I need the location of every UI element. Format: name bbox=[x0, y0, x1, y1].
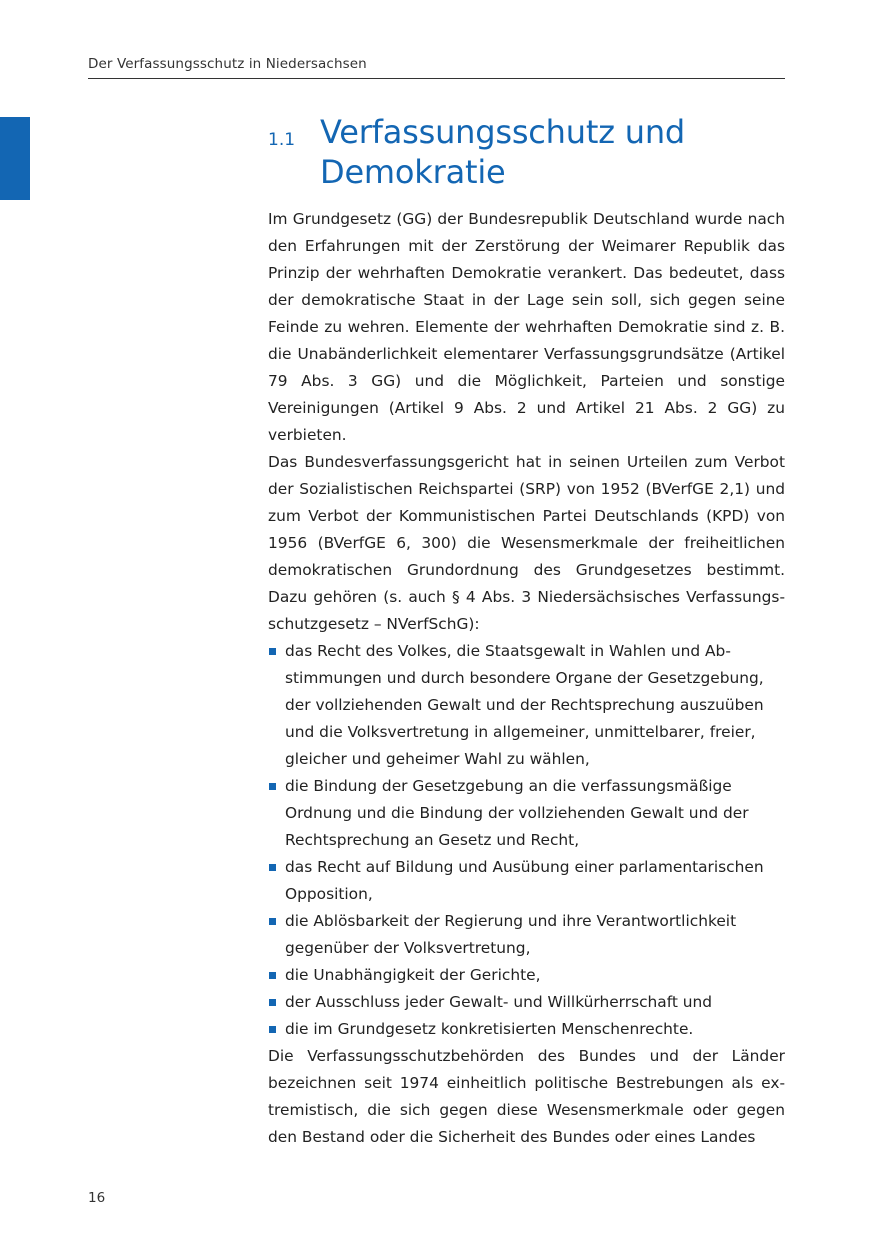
chapter-side-tab bbox=[0, 117, 30, 200]
page-number: 16 bbox=[88, 1190, 106, 1206]
list-item-text: die Unabhängigkeit der Gerichte, bbox=[285, 966, 541, 984]
list-item bbox=[268, 1016, 785, 1043]
square-bullet-icon bbox=[269, 783, 276, 790]
list-item bbox=[268, 962, 785, 989]
list-item-text: das Recht auf Bildung und Ausübung einer parlamentarischen Opposition, bbox=[285, 858, 764, 903]
paragraph-1: Im Grundgesetz (GG) der Bundesrepublik Deutschland wurde nach den Erfahrungen mit der Zerstörung der Weimarer Republik das Prinzip der wehrhaften Demokratie verankert. Das bedeutet, dass der demokratische Staat in der Lage sein soll, sich gegen seine Feinde zu wehren. Elemente der wehrhaften Demokratie sind z. B. die Unabänderlichkeit elementarer Verfassungsgrundsätze (Artikel 79 Abs. 3 GG) und die Möglichkeit, Parteien und sonstige Vereinigungen (Artikel 9 Abs. 2 und Artikel 21 Abs. 2 GG) zu verbieten. bbox=[268, 210, 785, 444]
square-bullet-icon bbox=[269, 864, 276, 871]
list-item bbox=[268, 638, 785, 773]
square-bullet-icon bbox=[269, 972, 276, 979]
header-rule bbox=[88, 78, 785, 79]
list-item bbox=[268, 773, 785, 854]
list-item bbox=[268, 908, 785, 962]
section-title: Verfassungsschutz und Demokratie bbox=[320, 113, 686, 191]
list-item-text: das Recht des Volkes, die Staatsgewalt in Wahlen und Abstimmungen und durch besondere Organe der Gesetzgebung, der vollziehenden Gewalt und der Rechtsprechung auszuüben und die Volksvertretung in allgemeiner, unmittelbarer, freier, gleicher und geheimer Wahl zu wählen, bbox=[285, 642, 764, 768]
closing-paragraph: Die Verfassungsschutzbehörden des Bundes und der Länder bezeichnen seit 1974 einheitlich politische Bestrebungen als extremistisch, die sich gegen diese Wesensmerkmale oder gegen den Bestand oder die Sicherheit des Bundes oder eines Landes bbox=[268, 1047, 785, 1146]
running-header: Der Verfassungsschutz in Niedersachsen bbox=[88, 56, 367, 72]
square-bullet-icon bbox=[269, 999, 276, 1006]
list-item bbox=[268, 854, 785, 908]
list-item-text: die Bindung der Gesetzgebung an die verfassungsmäßige Ordnung und die Bindung der vollziehenden Gewalt und der Rechtsprechung an Gesetz und Recht, bbox=[285, 777, 749, 849]
square-bullet-icon bbox=[269, 1026, 276, 1033]
list-item-text: der Ausschluss jeder Gewalt- und Willkürherrschaft und bbox=[285, 993, 713, 1011]
square-bullet-icon bbox=[269, 648, 276, 655]
list-item bbox=[268, 989, 785, 1016]
body-text bbox=[268, 206, 785, 1151]
list-item-text: die im Grundgesetz konkretisierten Menschenrechte. bbox=[285, 1020, 694, 1038]
section-number: 1.1 bbox=[268, 130, 296, 150]
bullet-list bbox=[268, 638, 785, 1043]
paragraph-2: Das Bundesverfassungsgericht hat in seinen Urteilen zum Verbot der Sozialistischen Reichspartei (SRP) von 1952 (BVerfGE 2,1) und zum Verbot der Kommunistischen Partei Deutschlands (KPD) von 1956 (BVerfGE 6, 300) die Wesensmerkmale der freiheitlichen demokratischen Grundordnung des Grundgesetzes bestimmt. Dazu gehören (s. auch § 4 Abs. 3 Niedersächsisches Verfassungsschutzgesetz – NVerfSchG): bbox=[268, 453, 785, 633]
list-item-text: die Ablösbarkeit der Regierung und ihre Verantwortlichkeit gegenüber der Volksvertretung, bbox=[285, 912, 737, 957]
square-bullet-icon bbox=[269, 918, 276, 925]
